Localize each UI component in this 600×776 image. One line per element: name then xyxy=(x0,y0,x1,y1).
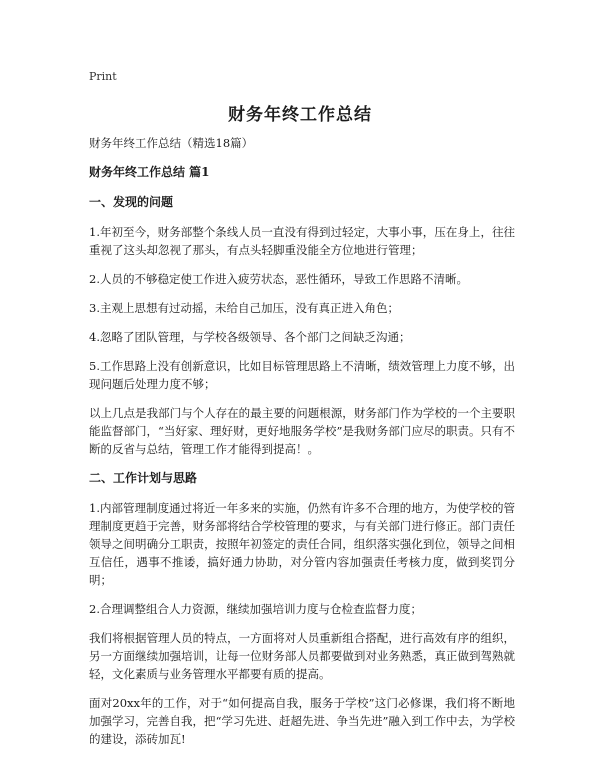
problem-item: 4.忽略了团队管理，与学校各级领导、各个部门之间缺乏沟通； xyxy=(89,330,411,344)
problem-item: 5.工作思路上没有创新意识，比如目标管理思路上不清晰，绩效管理上力度不够，出现问题后处理力度不够； xyxy=(89,359,515,391)
plan-item: 2.合理调整组合人力资源，继续加强培训力度与仓检查监督力度； xyxy=(89,602,422,616)
heading-problems: 一、发现的问题 xyxy=(89,195,174,209)
section-title: 财务年终工作总结 篇1 xyxy=(89,165,210,179)
plan-item: 面对20xx年的工作，对于“如何提高自我，服务于学校”这门必修课，我们将不断地加强学习，完善自我，把“学习先进、赶超先进、争当先进”融入到工作中去，为学校的建设，添砖加瓦! xyxy=(89,696,515,746)
print-label: Print xyxy=(89,70,117,83)
summary-paragraph: 以上几点是我部门与个人存在的最主要的问题根源，财务部门作为学校的一个主要职能监督部门，“当好家、理好财，更好地服务学校”是我财务部门应尽的职责。只有不断的反省与总结，管理工作才能得到提高！。 xyxy=(89,406,515,456)
document-body xyxy=(89,134,515,759)
problem-item: 1.年初至今，财务部整个条线人员一直没有得到过轻定，大事小事，压在身上，往往重视了这头却忽视了那头，有点头轻脚重没能全方位地进行管理； xyxy=(89,225,515,257)
problem-item: 2.人员的不够稳定使工作进入疲劳状态，恶性循环，导致工作思路不清晰。 xyxy=(89,272,468,286)
problem-item: 3.主观上思想有过动摇，未给自己加压，没有真正进入角色； xyxy=(89,301,399,315)
plan-item: 我们将根据管理人员的特点，一方面将对人员重新组合搭配，进行高效有序的组织，另一方面继续加强培训，让每一位财务部人员都要做到对业务熟悉，真正做到驾熟就轻，文化素质与业务管理水平都要有质的提高。 xyxy=(89,631,515,681)
document-title: 财务年终工作总结 xyxy=(228,105,372,125)
document-subtitle: 财务年终工作总结（精选18篇） xyxy=(89,136,254,150)
heading-plan: 二、工作计划与思路 xyxy=(89,471,198,485)
plan-item: 1.内部管理制度通过将近一年多来的实施，仍然有许多不合理的地方，为使学校的管理制度更趋于完善，财务部将结合学校管理的要求，与有关部门进行修正。部门责任领导之间明确分工职责，按照年初签定的责任合同，组织落实强化到位，领导之间相互信任，遇事不推诿，搞好通力协助，对分管内容加强责任考核力度，做到奖罚分明； xyxy=(89,501,515,587)
